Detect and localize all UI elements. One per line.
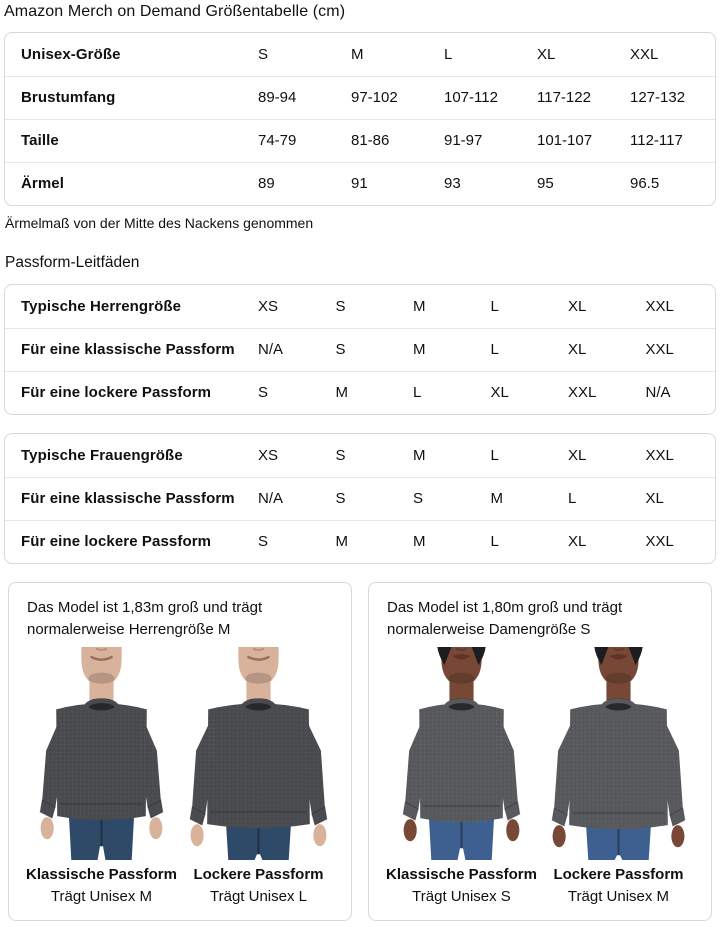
- model-card-women: [368, 582, 712, 921]
- model-photo-caption: [540, 865, 697, 906]
- fit-label: Klassische Passform: [386, 866, 537, 884]
- model-description: Das Model ist 1,83m groß und trägt normalerweise Herrengröße M: [27, 599, 263, 638]
- size-value: 93: [444, 175, 461, 193]
- size-value: N/A: [258, 490, 284, 507]
- table-row: [5, 76, 715, 119]
- unisex-size-table-card: [4, 32, 716, 206]
- size-value: M: [490, 490, 503, 507]
- size-value: L: [490, 533, 499, 551]
- size-value: XL: [537, 45, 556, 63]
- size-value: M: [413, 533, 426, 551]
- size-value: XXL: [568, 384, 597, 402]
- size-value: 117-122: [537, 89, 591, 106]
- model-card-men: [8, 582, 352, 921]
- size-value: L: [444, 45, 453, 63]
- model-photo: [383, 647, 540, 906]
- fit-label: Klassische Passform: [26, 866, 177, 884]
- size-value: L: [490, 297, 499, 315]
- size-value: 89: [258, 175, 275, 193]
- row-label: Für eine klassische Passform: [21, 341, 235, 358]
- size-value: XXL: [645, 341, 674, 358]
- size-label: Trägt Unisex L: [210, 888, 307, 906]
- size-label: Trägt Unisex S: [412, 888, 511, 906]
- model-photo-illustration: [23, 647, 180, 860]
- model-photos: [383, 647, 697, 906]
- row-label: Für eine lockere Passform: [21, 533, 212, 551]
- size-value: XL: [568, 446, 587, 464]
- fit-table-women-card: [4, 433, 716, 564]
- size-value: 96.5: [630, 175, 660, 193]
- size-value: 91-97: [444, 132, 483, 149]
- size-value: XXL: [645, 533, 674, 551]
- size-label: Trägt Unisex M: [567, 888, 670, 906]
- table-row: [5, 434, 715, 477]
- size-value: N/A: [645, 384, 671, 402]
- model-photos: [23, 647, 337, 906]
- model-photo-caption: [23, 865, 180, 906]
- size-value: L: [490, 341, 499, 358]
- size-value: XL: [568, 533, 587, 551]
- size-value: S: [335, 490, 346, 507]
- size-value: XS: [258, 297, 279, 315]
- size-value: S: [258, 45, 269, 63]
- unisex-size-table: [5, 33, 715, 205]
- table-row: [5, 328, 715, 371]
- size-value: M: [351, 45, 364, 63]
- row-label: Typische Herrengröße: [21, 297, 182, 315]
- table-row: [5, 33, 715, 76]
- fit-table-men-card: [4, 284, 716, 415]
- size-label: Trägt Unisex M: [50, 888, 153, 906]
- table-row: [5, 119, 715, 162]
- model-photo: [23, 647, 180, 906]
- size-value: 89-94: [258, 89, 297, 106]
- model-description: Das Model ist 1,80m groß und trägt normalerweise Damengröße S: [387, 599, 623, 638]
- size-value: 95: [537, 175, 554, 193]
- model-photo: [180, 647, 337, 906]
- sleeve-measure-note: Ärmelmaß von der Mitte des Nackens genommen: [5, 215, 314, 231]
- size-value: S: [258, 384, 269, 402]
- model-photo-illustration: [383, 647, 540, 860]
- size-value: M: [413, 297, 426, 315]
- row-label: Für eine klassische Passform: [21, 490, 235, 507]
- fit-guides-heading: Passform-Leitfäden: [5, 254, 140, 271]
- size-value: M: [335, 384, 348, 402]
- size-value: XL: [568, 341, 587, 358]
- model-photo-caption: [383, 865, 540, 906]
- page-title: Amazon Merch on Demand Größentabelle (cm): [4, 3, 346, 20]
- size-value: XS: [258, 446, 279, 464]
- size-value: 112-117: [630, 132, 683, 149]
- model-photo-illustration: [540, 647, 697, 860]
- size-value: 91: [351, 175, 368, 193]
- row-label: Typische Frauengröße: [21, 446, 183, 464]
- fit-label: Lockere Passform: [193, 866, 324, 884]
- table-row: [5, 371, 715, 414]
- size-value: S: [258, 533, 269, 551]
- size-value: N/A: [258, 341, 284, 358]
- table-row: [5, 285, 715, 328]
- size-value: S: [335, 341, 346, 358]
- size-value: 74-79: [258, 132, 297, 149]
- size-value: XXL: [645, 297, 674, 315]
- row-label: Brustumfang: [21, 89, 116, 106]
- row-label: Taille: [21, 132, 59, 149]
- row-label: Für eine lockere Passform: [21, 384, 212, 402]
- fit-table-men: [5, 285, 715, 414]
- size-value: XL: [568, 297, 587, 315]
- model-photo-illustration: [180, 647, 337, 860]
- size-value: S: [335, 446, 346, 464]
- size-value: L: [568, 490, 577, 507]
- row-label: Ärmel: [21, 175, 65, 193]
- table-row: [5, 477, 715, 520]
- model-cards-row: [8, 582, 712, 921]
- row-label: Unisex-Größe: [21, 45, 121, 63]
- size-value: M: [413, 341, 426, 358]
- table-row: [5, 520, 715, 563]
- size-value: 97-102: [351, 89, 398, 106]
- model-photo: [540, 647, 697, 906]
- size-value: S: [335, 297, 346, 315]
- size-value: S: [413, 490, 424, 507]
- size-value: 81-86: [351, 132, 390, 149]
- model-photo-caption: [180, 865, 337, 906]
- table-row: [5, 162, 715, 205]
- size-value: XXL: [645, 446, 674, 464]
- fit-table-women: [5, 434, 715, 563]
- size-value: XL: [490, 384, 509, 402]
- size-value: 107-112: [444, 89, 498, 106]
- size-value: 127-132: [630, 89, 686, 106]
- size-value: 101-107: [537, 132, 593, 149]
- fit-label: Lockere Passform: [553, 866, 684, 884]
- size-value: M: [335, 533, 348, 551]
- size-value: M: [413, 446, 426, 464]
- size-value: XXL: [630, 45, 659, 63]
- size-value: XL: [645, 490, 664, 507]
- size-value: L: [490, 446, 499, 464]
- size-value: L: [413, 384, 422, 402]
